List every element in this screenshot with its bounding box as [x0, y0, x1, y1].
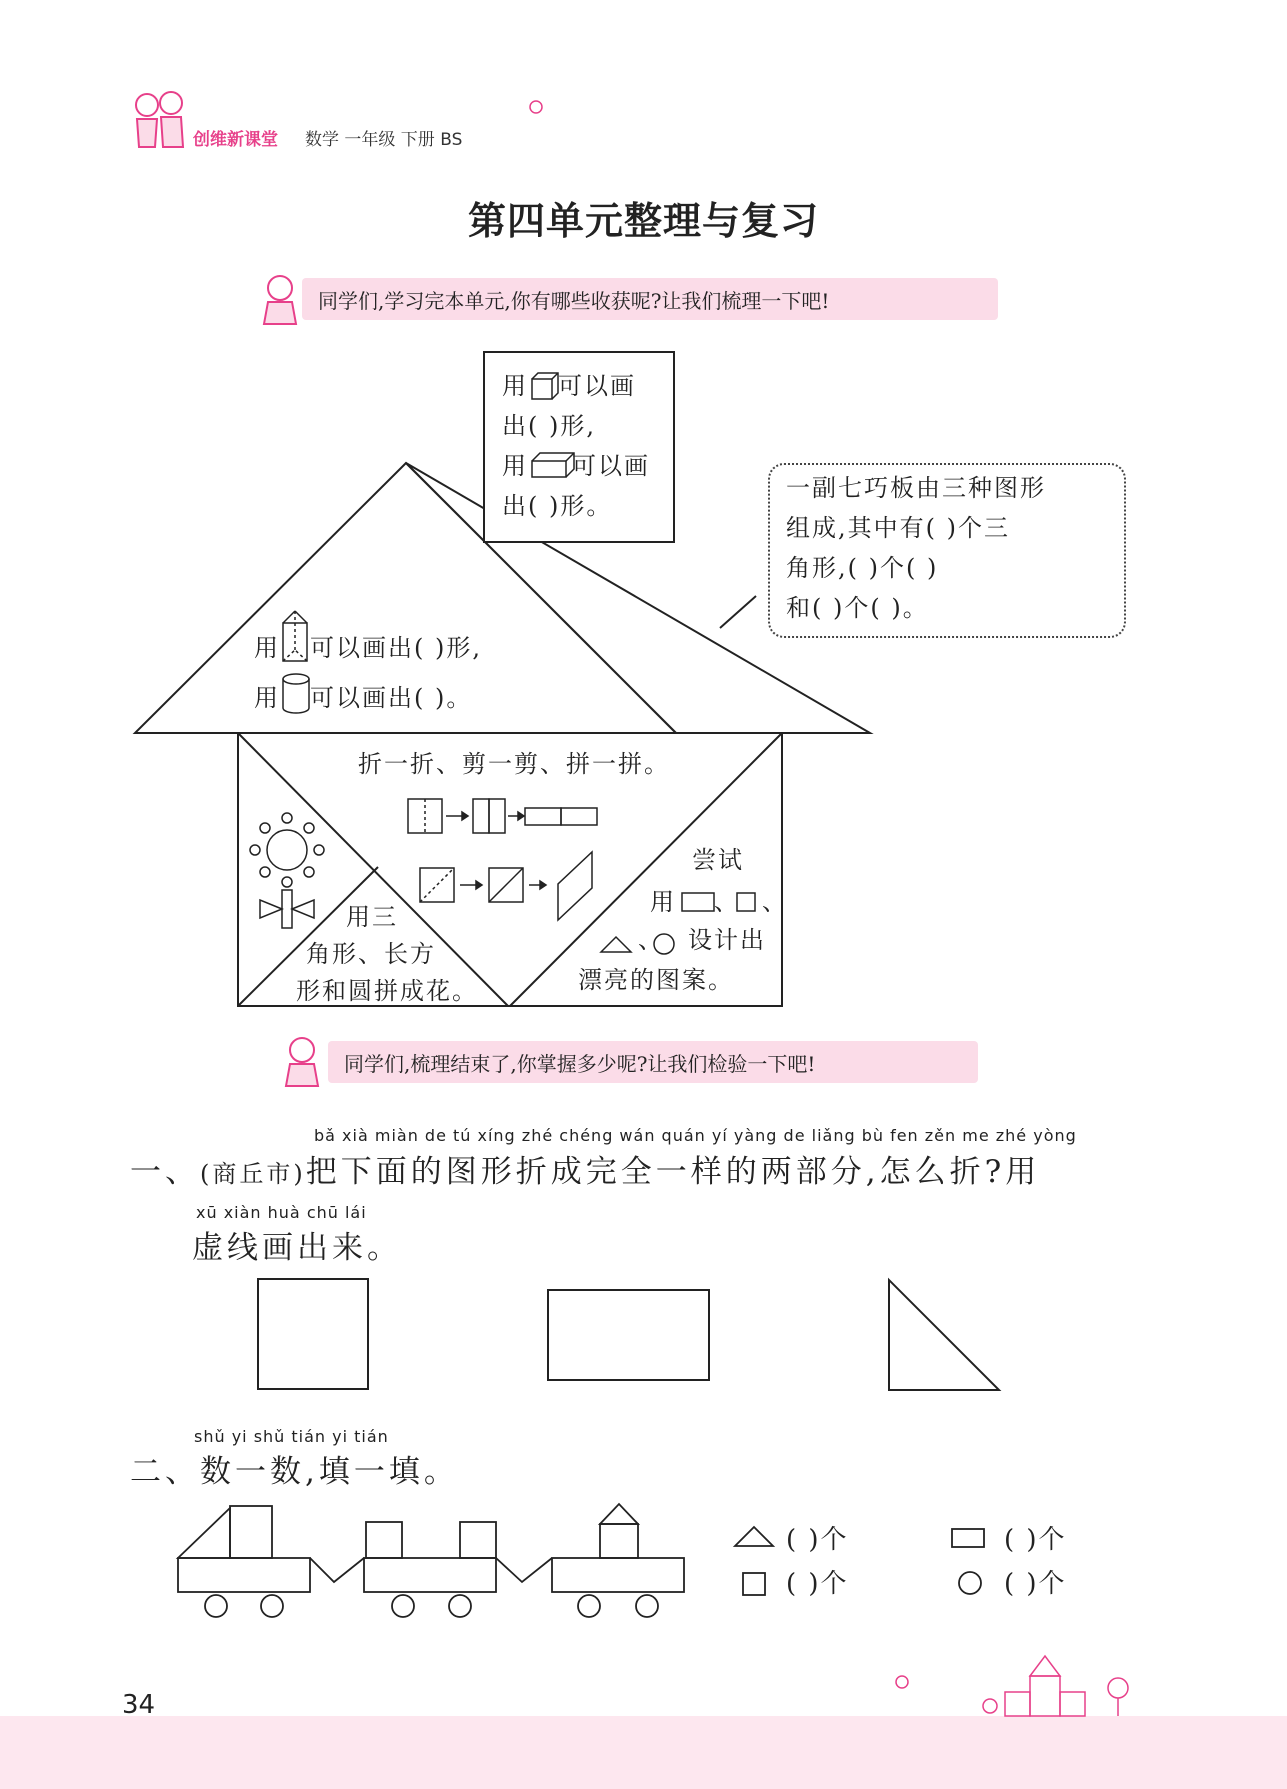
try-line-2: 、 设计出 — [638, 926, 766, 954]
book-subject: 数学 一年级 下册 BS — [305, 130, 463, 150]
chimney-line-4: 出( )形。 — [502, 492, 613, 520]
q1-text: 把下面的图形折成完全一样的两部分,怎么折?用 — [305, 1154, 1041, 1190]
q1-line-2: 虚线画出来。 — [192, 1230, 402, 1266]
page-number: 34 — [122, 1690, 156, 1720]
flower-line-1: 用三 — [346, 903, 398, 931]
tangram-note-line-1: 一副七巧板由三种图形 — [786, 474, 1046, 502]
roof-line-2: 用 可以画出( )。 — [254, 684, 473, 712]
intro-banner-text: 同学们,学习完本单元,你有哪些收获呢?让我们梳理一下吧! — [318, 288, 830, 313]
roof-line-1: 用 可以画出( )形, — [254, 634, 482, 662]
page-title: 第四单元整理与复习 — [467, 199, 819, 243]
try-line-3: 漂亮的图案。 — [578, 966, 734, 994]
circle-icon — [959, 1572, 981, 1594]
circle-count-answer: ( )个 — [1004, 1569, 1067, 1599]
q2-number: 二、 — [130, 1454, 200, 1490]
flower-line-2: 角形、长方 — [306, 940, 436, 968]
chimney-line-3: 用 可以画 — [502, 452, 650, 480]
chimney-line-1: 用 可以画 — [502, 372, 636, 400]
q2-pinyin: shǔ yi shǔ tián yi tián — [194, 1427, 389, 1446]
q1-pinyin-line-2: xū xiàn huà chū lái — [196, 1203, 367, 1222]
square-icon — [743, 1573, 765, 1595]
flower-line-3: 形和圆拼成花。 — [296, 977, 478, 1005]
fold-title: 折一折、剪一剪、拼一拼。 — [358, 750, 670, 778]
square-count-answer: ( )个 — [786, 1569, 849, 1599]
q1-source: (商丘市) — [200, 1160, 306, 1188]
try-title: 尝试 — [692, 846, 744, 874]
triangle-icon — [735, 1527, 773, 1546]
brand-name: 创维新课堂 — [193, 130, 278, 150]
tangram-note-line-4: 和( )个( )。 — [786, 594, 929, 622]
try-line-1: 用 、 、 — [650, 888, 788, 916]
q1-number: 一、 — [130, 1154, 200, 1190]
triangle-count-answer: ( )个 — [786, 1525, 849, 1555]
rectangle-count-answer: ( )个 — [1004, 1525, 1067, 1555]
castle-decoration-icon — [880, 1648, 1170, 1718]
q1-pinyin-line-1: bǎ xià miàn de tú xíng zhé chéng wán quán yí yàng de liǎng bù fen zěn me zhé yòng — [314, 1126, 1077, 1145]
check-banner-text: 同学们,梳理结束了,你掌握多少呢?让我们检验一下吧! — [344, 1051, 816, 1076]
q2-text: 数一数,填一填。 — [200, 1454, 459, 1490]
chimney-line-2: 出( )形, — [502, 412, 596, 440]
tangram-note-line-3: 角形,( )个( ) — [786, 554, 939, 582]
rectangle-icon — [952, 1529, 984, 1547]
tangram-note-line-2: 组成,其中有( )个三 — [786, 514, 1010, 542]
